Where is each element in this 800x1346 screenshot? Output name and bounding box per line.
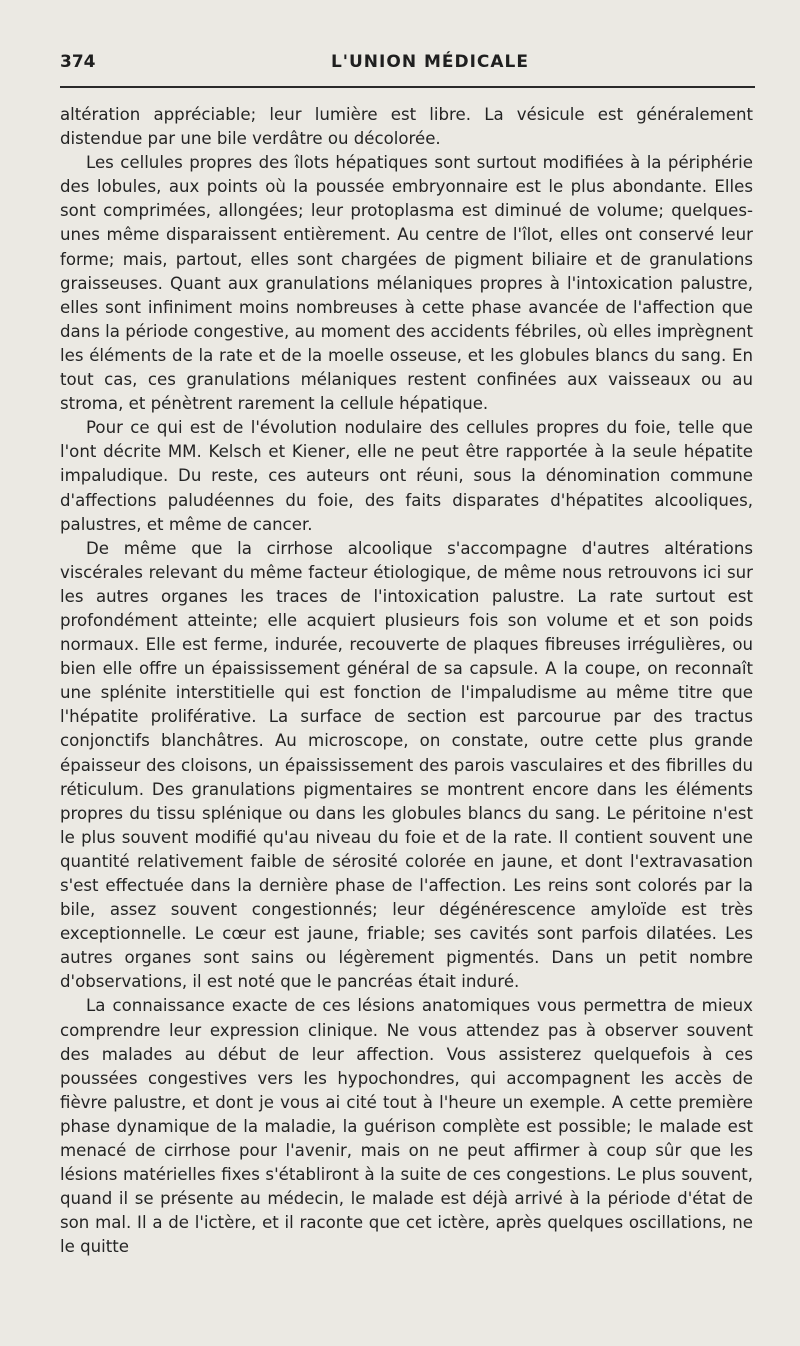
paragraph: altération appréciable; leur lumière est libre. La vésicule est généralement distendue par une bile verdâtre ou décolorée. [60, 105, 753, 149]
paragraph: De même que la cirrhose alcoolique s'accompagne d'autres altérations viscérales relevant du même facteur étiologique, de même nous retrouvons ici sur les autres organes les traces de l'intoxication palustre. La rate surtout est profondément atteinte; elle acquiert plusieurs fois son volume et et son poids normaux. Elle est ferme, indurée, recouverte de plaques fibreuses irrégulières, ou bien elle offre un épaississement général de sa capsule. A la coupe, on reconnaît une splénite interstitielle qui est fonction de l'impaludisme au même titre que l'hépatite proliférative. La surface de section est parcourue par des tractus conjonctifs blanchâtres. Au microscope, on constate, outre cette plus grande épaisseur des cloisons, un épaississement des parois vasculaires et des fibrilles du réticulum. Des granulations pigmentaires se montrent encore dans les éléments propres du tissu splénique ou dans les globules blancs du sang. Le péritoine n'est le plus souvent modifié qu'au niveau du foie et de la rate. Il contient souvent une quantité relativement faible de sérosité colorée en jaune, et dont l'extravasation s'est effectuée dans la dernière phase de l'affection. Les reins sont colorés par la bile, assez souvent congestionnés; leur dégénérescence amyloïde est très exceptionnelle. Le cœur est jaune, friable; ses cavités sont parfois dilatées. Les autres organes sont sains ou légèrement pigmentés. Dans un petit nombre d'observations, il est noté que le pancréas était induré. [60, 538, 753, 992]
paragraph: Les cellules propres des îlots hépatiques sont surtout modifiées à la périphérie des lobules, aux points où la poussée embryonnaire est le plus abondante. Elles sont comprimées, allongées; leur protoplasma est diminué de volume; quelques-unes même disparaissent entièrement. Au centre de l'îlot, elles ont conservé leur forme; mais, partout, elles sont chargées de pigment biliaire et de granulations graisseuses. Quant aux granulations mélaniques propres à l'intoxication palustre, elles sont infiniment moins nombreuses à cette phase avancée de l'affection que dans la période congestive, au moment des accidents fébriles, où elles imprègnent les éléments de la rate et de la moelle osseuse, et les globules blancs du sang. En tout cas, ces granulations mélaniques restent confinées aux vaisseaux ou au stroma, et pénètrent rarement la cellule hépatique. [60, 153, 753, 414]
paragraph: La connaissance exacte de ces lésions anatomiques vous permettra de mieux comprendre leur expression clinique. Ne vous attendez pas à observer souvent des malades au début de leur affection. Vous assisterez quelquefois à ces poussées congestives vers les hypochondres, qui accompagnent les accès de fièvre palustre, et dont je vous ai cité tout à l'heure un exemple. A cette première phase dynamique de la maladie, la guérison complète est possible; le malade est menacé de cirrhose pour l'avenir, mais on ne peut affirmer à coup sûr que les lésions matérielles fixes s'établiront à la suite de ces congestions. Le plus souvent, quand il se présente au médecin, le malade est déjà arrivé à la période d'état de son mal. Il a de l'ictère, et il raconte que cet ictère, après quelques oscillations, ne le quitte [60, 996, 753, 1257]
paragraph: Pour ce qui est de l'évolution nodulaire des cellules propres du foie, telle que l'ont décrite MM. Kelsch et Kiener, elle ne peut être rapportée à la seule hépatite impaludique. Du reste, ces auteurs ont réuni, sous la dénomination commune d'affections paludéennes du foie, des faits disparates d'hépatites alcooliques, palustres, et même de cancer. [60, 418, 753, 534]
journal-title: L'UNION MÉDICALE [330, 52, 530, 72]
page-number: 374 [60, 52, 96, 72]
header-rule [60, 86, 755, 88]
article-body [60, 103, 753, 1260]
running-header [60, 52, 755, 82]
